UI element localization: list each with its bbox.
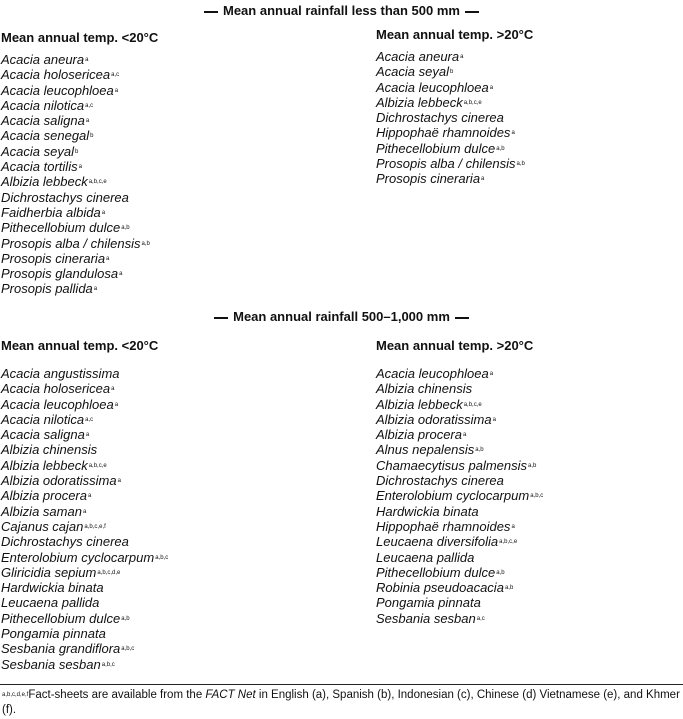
species-item xyxy=(376,580,543,595)
footnote-marks: a,b,c,d,e,f xyxy=(2,692,29,698)
species-name: Pongamia pinnata xyxy=(1,626,106,642)
species-name: Albizia odoratissima xyxy=(1,473,117,489)
heading-rule xyxy=(214,317,228,319)
factsheet-availability-marks: a,b xyxy=(121,225,130,232)
species-item xyxy=(376,412,543,427)
species-name: Pithecellobium dulce xyxy=(1,220,121,236)
species-item xyxy=(1,281,158,296)
species-name: Acacia saligna xyxy=(1,427,85,443)
heading-rule xyxy=(455,317,469,319)
factsheet-availability-marks: b xyxy=(90,133,94,140)
factsheet-availability-marks: a,b,c,e xyxy=(499,539,518,546)
factsheet-availability-marks: a,b xyxy=(475,447,484,454)
species-item xyxy=(376,381,543,396)
footnote xyxy=(2,688,682,718)
footnote-divider xyxy=(0,684,683,685)
species-item xyxy=(1,427,168,442)
species-name: Acacia seyal xyxy=(1,143,74,159)
factsheet-availability-marks: a xyxy=(489,84,494,91)
factsheet-availability-marks: a xyxy=(106,255,110,262)
species-list xyxy=(1,366,168,672)
factsheet-availability-marks: a xyxy=(481,176,485,183)
factsheet-availability-marks: a xyxy=(93,286,98,293)
factsheet-availability-marks: a,b,c,e,f xyxy=(84,523,106,530)
species-item xyxy=(376,519,543,534)
species-name: Prosopis pallida xyxy=(1,281,93,297)
footnote-text-after: in English (a), Spanish (b), Indonesian (c), Chinese (d) Vietnamese (e), and Khmer (f). xyxy=(2,689,680,716)
species-name: Acacia leucophloea xyxy=(376,366,489,381)
factsheet-availability-marks: a xyxy=(492,416,496,423)
species-name: Hippophaë rhamnoides xyxy=(376,125,511,141)
species-name: Prosopis alba / chilensis xyxy=(376,156,516,172)
species-name: Dichrostachys cinerea xyxy=(1,534,129,550)
species-item xyxy=(1,611,168,626)
species-name: Albizia saman xyxy=(1,503,82,519)
factsheet-availability-marks: a,b,c,d,e xyxy=(97,569,121,576)
species-name: Hardwickia binata xyxy=(1,580,104,596)
column-header: Mean annual temp. >20°C xyxy=(376,338,534,353)
species-name: Dichrostachys cinerea xyxy=(376,110,504,126)
species-item xyxy=(1,565,168,580)
factsheet-availability-marks: a,b xyxy=(504,585,514,592)
species-name: Albizia lebbeck xyxy=(1,457,88,473)
species-item xyxy=(376,95,533,110)
heading-rule xyxy=(465,11,479,13)
species-item xyxy=(376,171,533,186)
species-item xyxy=(1,113,158,128)
species-list xyxy=(376,366,543,626)
species-item xyxy=(376,565,543,580)
species-name: Prosopis glandulosa xyxy=(1,266,119,282)
species-item xyxy=(376,397,543,412)
factsheet-availability-marks: a,b xyxy=(496,145,505,152)
factsheet-availability-marks: a xyxy=(114,87,119,94)
column-header: Mean annual temp. <20°C xyxy=(1,30,159,45)
factsheet-availability-marks: a xyxy=(460,54,464,60)
species-item xyxy=(376,504,543,519)
species-name: Albizia procera xyxy=(1,488,87,504)
heading-rule xyxy=(204,11,218,13)
species-item xyxy=(1,174,158,189)
species-name: Acacia holosericea xyxy=(1,67,111,83)
species-item xyxy=(1,366,168,381)
species-item xyxy=(376,611,543,626)
factsheet-availability-marks: b xyxy=(74,148,79,155)
footnote-text-before: Fact-sheets are available from the xyxy=(28,689,206,701)
section2-heading xyxy=(0,309,683,324)
species-name: Sesbania grandiflora xyxy=(1,641,121,657)
species-item xyxy=(1,128,158,143)
factsheet-availability-marks: a xyxy=(111,386,115,393)
species-name: Leucaena pallida xyxy=(376,549,475,565)
factsheet-availability-marks: a,b xyxy=(141,240,150,247)
factsheet-availability-marks: a,b xyxy=(121,615,130,622)
species-item xyxy=(376,595,543,610)
species-list xyxy=(376,49,533,187)
species-name: Dichrostachys cinerea xyxy=(1,189,129,205)
species-name: Leucaena diversifolia xyxy=(376,534,499,550)
species-name: Acacia leucophloea xyxy=(1,396,114,412)
species-item xyxy=(1,397,168,412)
species-item xyxy=(1,381,168,396)
species-item xyxy=(376,534,543,549)
species-name: Enterolobium cyclocarpum xyxy=(376,488,530,504)
species-item xyxy=(1,52,158,67)
section1-heading-text: Mean annual rainfall less than 500 mm xyxy=(223,3,460,18)
species-name: Acacia seyal xyxy=(376,64,449,80)
factsheet-availability-marks: a,b,c,e xyxy=(463,401,482,408)
species-name: Prosopis cineraria xyxy=(376,171,481,187)
species-name: Acacia aneura xyxy=(1,52,85,67)
factsheet-availability-marks: a,b xyxy=(496,569,505,576)
species-item xyxy=(376,442,543,457)
factsheet-availability-marks: a xyxy=(463,432,467,439)
species-name: Enterolobium cyclocarpum xyxy=(1,549,155,565)
species-item xyxy=(1,458,168,473)
column-header: Mean annual temp. <20°C xyxy=(1,338,159,353)
factsheet-availability-marks: a xyxy=(119,271,123,278)
factsheet-availability-marks: a,b,c,e xyxy=(463,99,482,106)
species-item xyxy=(376,458,543,473)
species-name: Chamaecytisus palmensis xyxy=(376,457,528,473)
species-item xyxy=(1,550,168,565)
species-name: Pongamia pinnata xyxy=(376,595,481,611)
factsheet-availability-marks: a xyxy=(82,508,87,515)
species-item xyxy=(376,488,543,503)
species-name: Albizia procera xyxy=(376,427,462,443)
species-name: Albizia odoratissima xyxy=(376,411,492,427)
species-item xyxy=(1,67,158,82)
factsheet-availability-marks: a,c xyxy=(476,615,485,622)
species-name: Acacia senegal xyxy=(1,128,90,144)
species-name: Acacia nilotica xyxy=(1,97,85,113)
species-item xyxy=(1,266,158,281)
section1-heading xyxy=(0,3,683,18)
species-name: Acacia saligna xyxy=(1,113,85,129)
species-name: Acacia tortilis xyxy=(1,159,78,175)
species-item xyxy=(1,442,168,457)
species-name: Sesbania sesban xyxy=(376,610,476,626)
section2-left-column xyxy=(1,338,168,672)
section2-right-column xyxy=(376,338,543,626)
factsheet-availability-marks: a,b,c xyxy=(101,661,115,668)
factsheet-availability-marks: a,b,c xyxy=(121,646,135,653)
factsheet-availability-marks: a xyxy=(85,57,89,63)
factsheet-availability-marks: a xyxy=(489,371,494,377)
factsheet-availability-marks: a,c xyxy=(111,72,120,79)
species-item xyxy=(1,473,168,488)
species-name: Prosopis alba / chilensis xyxy=(1,235,141,251)
factsheet-availability-marks: a xyxy=(511,130,515,137)
species-item xyxy=(1,534,168,549)
species-name: Albizia lebbeck xyxy=(1,174,88,190)
column-header: Mean annual temp. >20°C xyxy=(376,27,534,42)
factsheet-availability-marks: a xyxy=(117,478,121,485)
factsheet-availability-marks: a xyxy=(511,523,515,530)
species-item xyxy=(1,504,168,519)
species-name: Dichrostachys cinerea xyxy=(376,473,504,489)
species-name: Pithecellobium dulce xyxy=(1,610,121,626)
factsheet-availability-marks: a,c xyxy=(85,102,94,109)
species-name: Acacia angustissima xyxy=(1,366,120,381)
species-name: Leucaena pallida xyxy=(1,595,100,611)
species-name: Robinia pseudoacacia xyxy=(376,580,504,596)
species-item xyxy=(1,657,168,672)
species-item xyxy=(1,641,168,656)
factsheet-availability-marks: a xyxy=(101,209,106,216)
species-item xyxy=(376,473,543,488)
factsheet-availability-marks: a,c xyxy=(85,416,94,423)
factsheet-availability-marks: a xyxy=(78,164,82,171)
factsheet-availability-marks: a,b xyxy=(528,462,537,469)
species-name: Acacia leucophloea xyxy=(376,79,489,95)
species-item xyxy=(1,220,158,235)
species-item xyxy=(376,110,533,125)
species-name: Prosopis cineraria xyxy=(1,250,106,266)
species-item xyxy=(376,80,533,95)
species-name: Albizia lebbeck xyxy=(376,94,463,110)
species-item xyxy=(1,190,158,205)
species-item xyxy=(376,49,533,64)
species-item xyxy=(1,144,158,159)
species-item xyxy=(1,595,168,610)
species-item xyxy=(1,98,158,113)
section1-left-column xyxy=(1,30,158,297)
species-item xyxy=(1,251,158,266)
factsheet-availability-marks: a,b,c,e xyxy=(88,462,107,469)
species-name: Albizia chinensis xyxy=(1,442,98,458)
species-name: Alnus nepalensis xyxy=(376,442,475,458)
species-item xyxy=(376,550,543,565)
species-list xyxy=(1,52,158,297)
species-name: Acacia nilotica xyxy=(1,411,85,427)
species-item xyxy=(376,156,533,171)
species-name: Acacia holosericea xyxy=(1,381,111,397)
factsheet-availability-marks: a xyxy=(114,401,119,408)
species-item xyxy=(376,427,543,442)
species-item xyxy=(376,366,543,381)
species-item xyxy=(376,64,533,79)
species-name: Pithecellobium dulce xyxy=(376,564,496,580)
species-name: Hardwickia binata xyxy=(376,503,479,519)
species-item xyxy=(1,236,158,251)
factsheet-availability-marks: a xyxy=(85,432,90,439)
factsheet-availability-marks: b xyxy=(449,69,454,76)
species-name: Acacia leucophloea xyxy=(1,82,114,98)
section2-heading-text: Mean annual rainfall 500–1,000 mm xyxy=(233,309,450,324)
factsheet-availability-marks: a,b,c xyxy=(155,554,169,561)
footnote-source-name: FACT Net xyxy=(205,689,256,701)
species-name: Albizia lebbeck xyxy=(376,396,463,412)
factsheet-availability-marks: a,b xyxy=(516,161,525,168)
factsheet-availability-marks: a xyxy=(85,118,90,125)
species-item xyxy=(376,141,533,156)
species-name: Faidherbia albida xyxy=(1,204,101,220)
species-item xyxy=(1,83,158,98)
factsheet-availability-marks: a xyxy=(88,493,92,500)
species-item xyxy=(1,626,168,641)
species-name: Pithecellobium dulce xyxy=(376,140,496,156)
species-item xyxy=(1,519,168,534)
factsheet-availability-marks: a,b,c,e xyxy=(88,179,107,186)
species-item xyxy=(1,488,168,503)
species-item xyxy=(376,125,533,140)
species-name: Hippophaë rhamnoides xyxy=(376,518,511,534)
species-name: Albizia chinensis xyxy=(376,381,473,397)
species-item xyxy=(1,412,168,427)
species-name: Gliricidia sepium xyxy=(1,564,97,580)
species-name: Sesbania sesban xyxy=(1,656,101,672)
section1-right-column xyxy=(376,27,533,187)
species-item xyxy=(1,580,168,595)
factsheet-availability-marks: a,b,c xyxy=(530,493,544,500)
species-name: Cajanus cajan xyxy=(1,518,84,534)
species-name: Acacia aneura xyxy=(376,49,460,64)
species-item xyxy=(1,205,158,220)
species-item xyxy=(1,159,158,174)
